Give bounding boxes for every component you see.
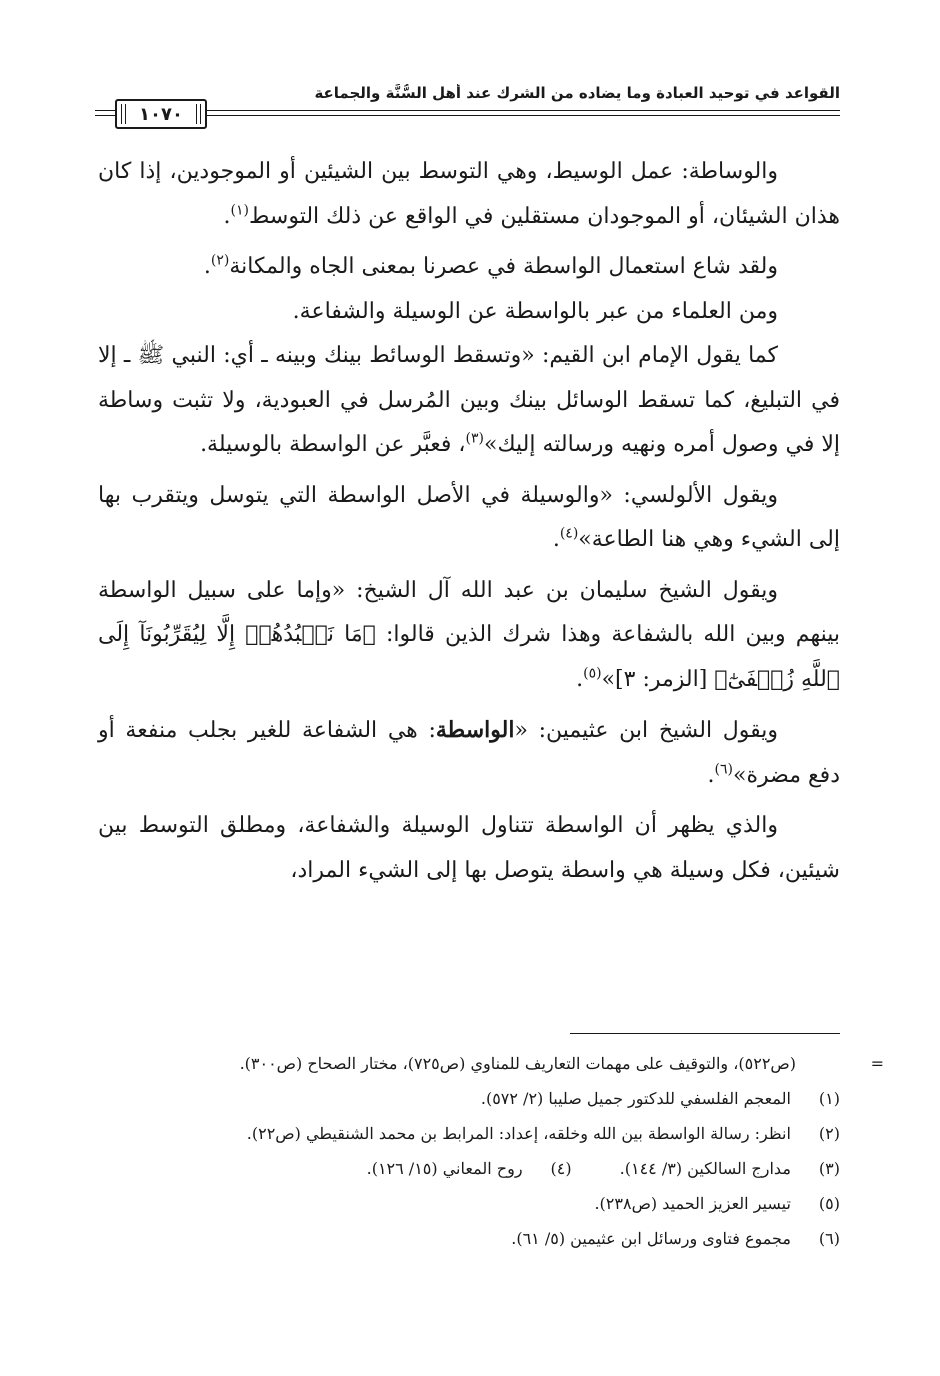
footnotes bbox=[98, 1046, 884, 1256]
paragraph: ويقول الألولسي: «والوسيلة في الأصل الواسطة التي يتوسل ويتقرب بها إلى الشيء وهي هنا الطاعة»$^{(٤)}$. bbox=[98, 482, 840, 552]
footnote-ref: (١) bbox=[230, 202, 250, 219]
page-number: ١٠٧٠ bbox=[115, 99, 207, 129]
paragraph: ويقول الشيخ ابن عثيمين: «الواسطة: هي الشفاعة للغير بجلب منفعة أو دفع مضرة»$^{(٦)}$. bbox=[98, 717, 840, 788]
footnote-continuation: =(ص٥٢٢)، والتوقيف على مهمات التعاريف للمناوي (ص٧٢٥)، مختار الصحاح (ص٣٠٠). bbox=[239, 1054, 884, 1073]
footnote-ref: (٦) bbox=[714, 761, 733, 778]
paragraph: ومن العلماء من عبر بالواسطة عن الوسيلة والشفاعة. bbox=[292, 298, 778, 324]
paragraph: كما يقول الإمام ابن القيم: «وتسقط الوسائط بينك وبينه ـ أي: النبي ﷺ ـ إلا في التبليغ، كما تسقط الوسائل بينك وبين المُرسل في العبودية، ولا تثبت وساطة إلا في وصول أمره ونهيه ورسالته إليك»$^{(٣)}$، فعبَّر عن الواسطة بالوسيلة. bbox=[98, 343, 840, 457]
footnote-ref: (٤) bbox=[559, 525, 579, 542]
main-text bbox=[98, 150, 840, 893]
footnote-ref: (٢) bbox=[210, 252, 230, 269]
paragraph: ولقد شاع استعمال الواسطة في عصرنا بمعنى الجاه والمكانة$^{(٢)}$. bbox=[203, 252, 778, 279]
footnote-item: (٦) مجموع فتاوى ورسائل ابن عثيمين (٥/ ٦١). bbox=[511, 1229, 840, 1248]
footnote-item: (٣) مدارج السالكين (٣/ ١٤٤).(٤) روح المعاني (١٥/ ١٢٦). bbox=[366, 1159, 840, 1178]
footnote-ref: (٣) bbox=[465, 430, 484, 447]
paragraph: ويقول الشيخ سليمان بن عبد الله آل الشيخ: «وإما على سبيل الواسطة بينهم وبين الله بالشفاعة وهذا شرك الذين قالوا: ﴿مَا نَعۡبُدُهُمۡ إِلَّا لِيُقَرِّبُونَآ إِلَى ٱللَّهِ زُلۡفَىٰٓ﴾ [الزمر: ٣]»$^{(٥)}$. bbox=[98, 577, 840, 692]
running-header bbox=[95, 82, 840, 134]
paragraph: والذي يظهر أن الواسطة تتناول الوسيلة والشفاعة، ومطلق التوسط بين شيئين، فكل وسيلة هي واسطة يتوصل بها إلى الشيء المراد، bbox=[98, 813, 840, 883]
footnote-ref: (٥) bbox=[583, 665, 602, 682]
footnote-item: (٢) انظر: رسالة الواسطة بين الله وخلقه، إعداد: المرابط بن محمد الشنقيطي (ص٢٢). bbox=[246, 1124, 840, 1143]
footnote-separator bbox=[570, 1033, 840, 1034]
footnote-item: (٥) تيسير العزيز الحميد (ص٢٣٨). bbox=[594, 1194, 840, 1213]
header-title: القواعد في توحيد العبادة وما يضاده من الشرك عند أهل السُّنَّة والجماعة bbox=[314, 84, 840, 102]
footnote-item: (١) المعجم الفلسفي للدكتور جميل صليبا (٢/ ٥٧٢). bbox=[480, 1089, 840, 1108]
bold-term: الواسطة bbox=[435, 717, 515, 743]
paragraph: والوساطة: عمل الوسيط، وهي التوسط بين الشيئين أو الموجودين، إذا كان هذان الشيئان، أو الموجودان مستقلين في الواقع عن ذلك التوسط$^{(١)}$. bbox=[98, 159, 840, 229]
